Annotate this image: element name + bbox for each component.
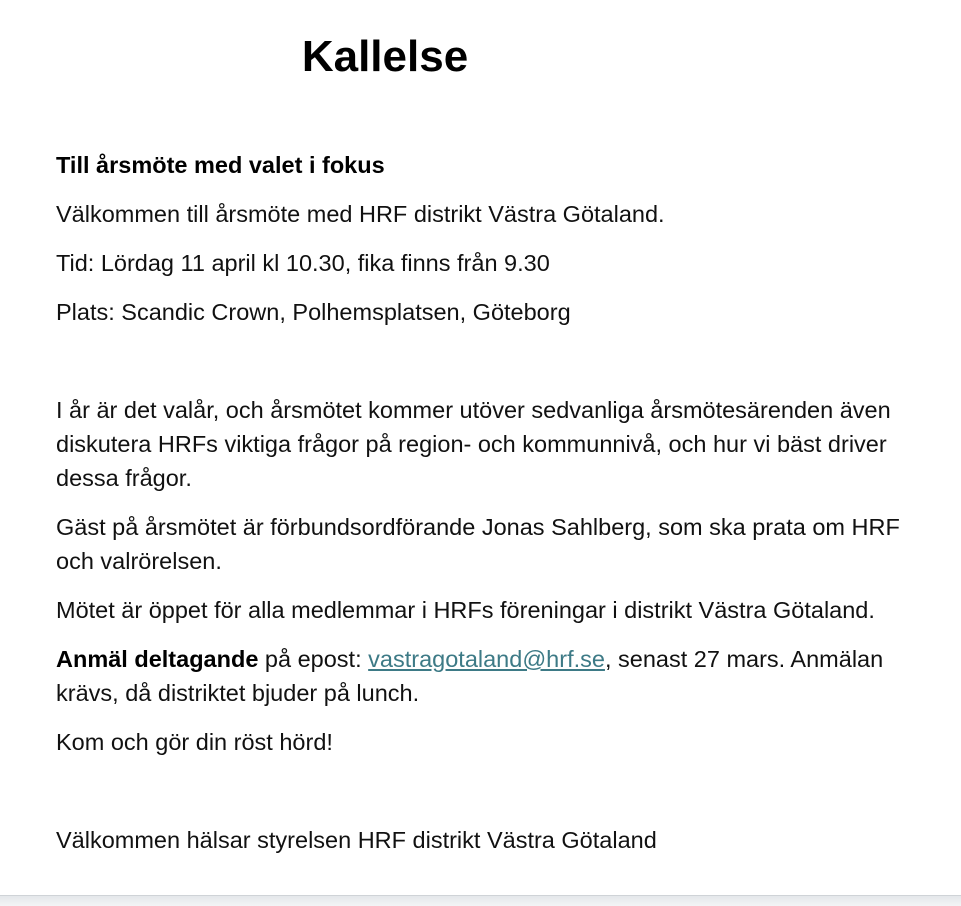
document-subtitle: Till årsmöte med valet i fokus [56, 152, 385, 178]
place-paragraph: Plats: Scandic Crown, Polhemsplatsen, Göteborg [56, 299, 571, 325]
closing-paragraph: Välkommen hälsar styrelsen HRF distrikt Västra Götaland [56, 827, 657, 853]
page-bottom-edge [0, 895, 961, 906]
email-link[interactable]: vastragotaland@hrf.se [368, 646, 605, 672]
guest-paragraph: Gäst på årsmötet är förbundsordförande Jonas Sahlberg, som ska prata om HRF och valrörelsen. [56, 514, 900, 574]
call-to-action-paragraph: Kom och gör din röst hörd! [56, 729, 333, 755]
register-prefix: på epost: [258, 646, 369, 672]
time-paragraph: Tid: Lördag 11 april kl 10.30, fika finns från 9.30 [56, 250, 550, 276]
welcome-paragraph: Välkommen till årsmöte med HRF distrikt Västra Götaland. [56, 201, 665, 227]
document-title: Kallelse [301, 32, 469, 81]
register-label: Anmäl deltagande [56, 646, 259, 672]
document-body [56, 148, 936, 857]
register-suffix: , senast 27 mars. Anmälan krävs, då distriktet bjuder på lunch. [56, 646, 884, 706]
register-paragraph [56, 642, 936, 710]
intro-paragraph: I år är det valår, och årsmötet kommer utöver sedvanliga årsmötesärenden även diskutera HRFs viktiga frågor på region- och kommunnivå, och hur vi bäst driver dessa frågor. [56, 397, 891, 491]
open-to-paragraph: Mötet är öppet för alla medlemmar i HRFs föreningar i distrikt Västra Götaland. [56, 597, 875, 623]
